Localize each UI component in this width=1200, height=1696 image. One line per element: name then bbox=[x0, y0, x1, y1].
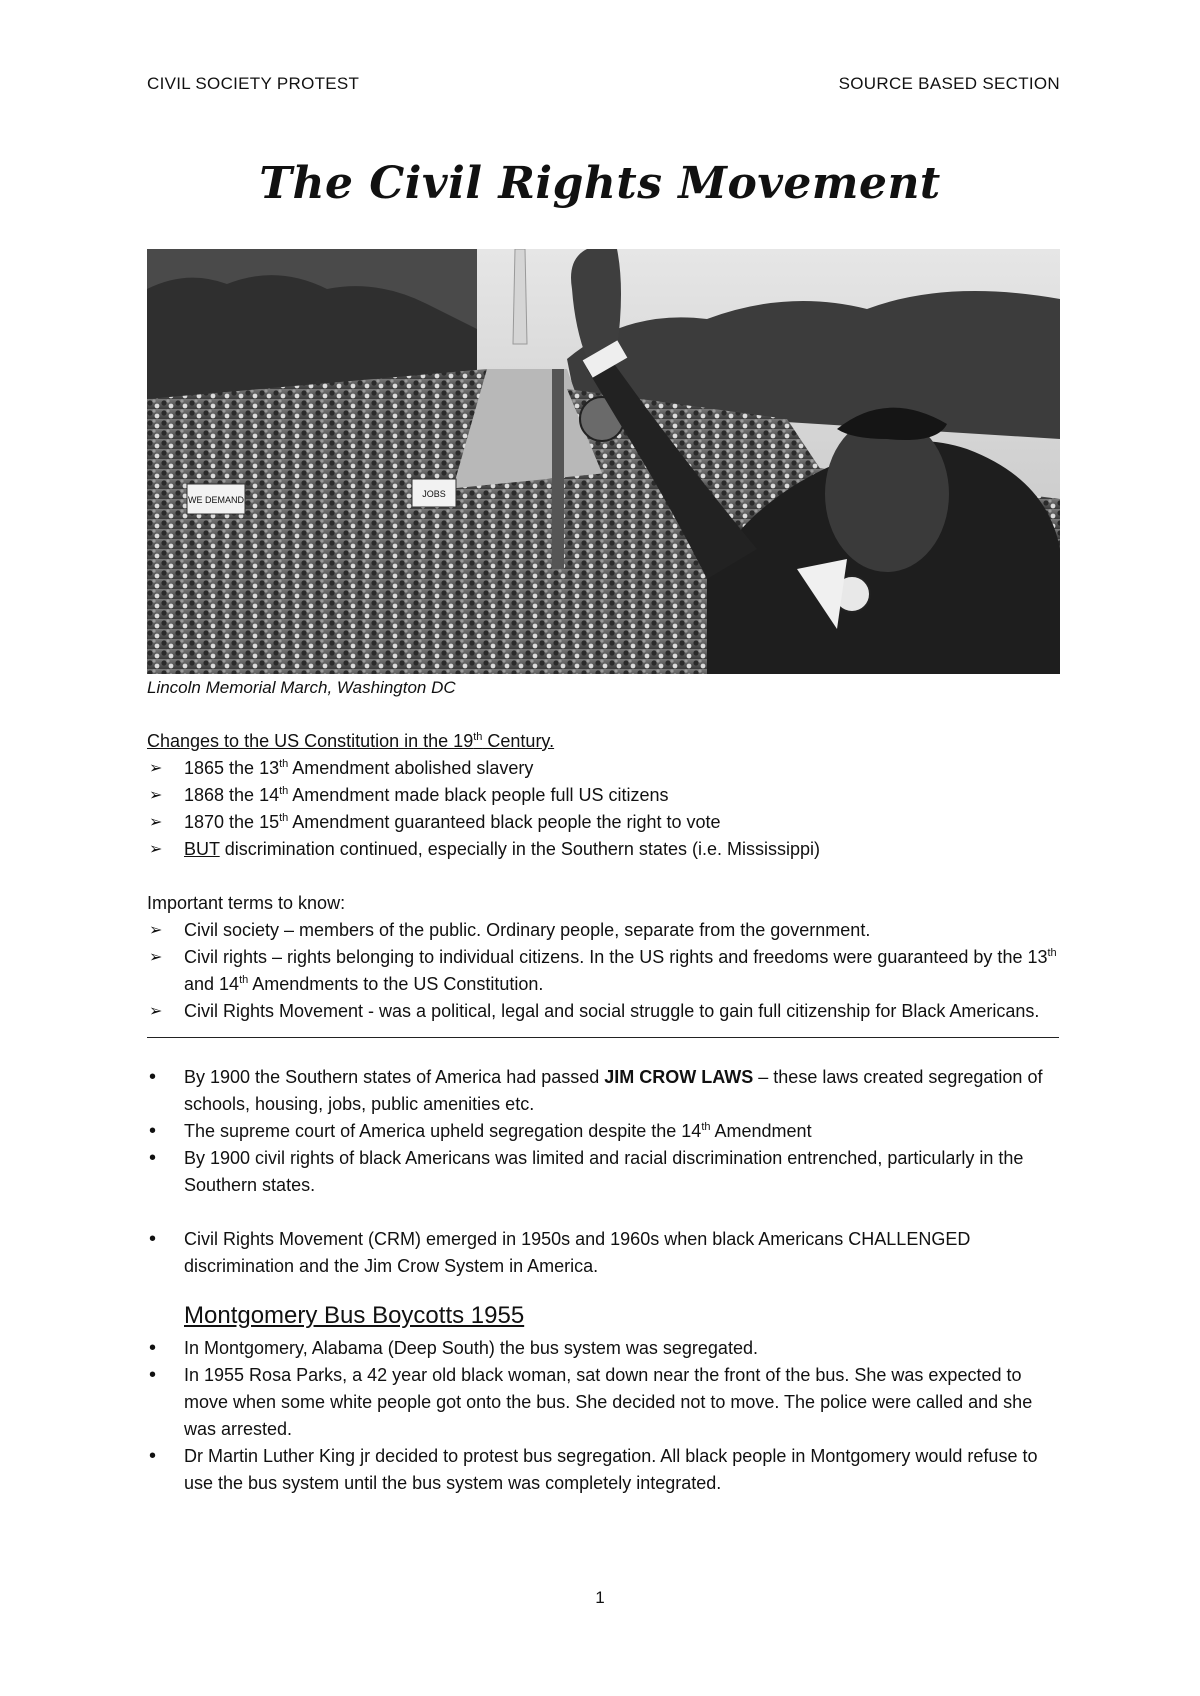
main-content bbox=[147, 728, 1060, 1497]
constitution-list bbox=[147, 755, 1060, 863]
background-list bbox=[147, 1064, 1060, 1199]
header-left: CIVIL SOCIETY PROTEST bbox=[147, 74, 360, 93]
protest-sign-left-text: WE DEMAND bbox=[188, 495, 244, 505]
protest-sign-right-text: JOBS bbox=[422, 489, 446, 499]
washington-monument bbox=[513, 249, 527, 344]
page-number: 1 bbox=[595, 1588, 605, 1607]
list-item: ➢ 1870 the 15th Amendment guaranteed black people the right to vote bbox=[147, 809, 1060, 836]
speaker-head bbox=[825, 416, 949, 572]
list-item: • By 1900 civil rights of black Americans was limited and racial discrimination entrenched, particularly in the Southern states. bbox=[147, 1145, 1060, 1199]
list-item: ➢ 1868 the 14th Amendment made black people full US citizens bbox=[147, 782, 1060, 809]
list-item: ➢ BUT discrimination continued, especially in the Southern states (i.e. Mississippi) bbox=[147, 836, 1060, 863]
constitution-heading: Changes to the US Constitution in the 19th Century. bbox=[147, 731, 555, 751]
montgomery-heading: Montgomery Bus Boycotts 1955 bbox=[184, 1302, 525, 1329]
list-item: • In 1955 Rosa Parks, a 42 year old black woman, sat down near the front of the bus. She was expected to move when some white people got onto the bus. She decided not to move. The police were called and she was arrested. bbox=[147, 1362, 1060, 1443]
list-item: • Dr Martin Luther King jr decided to protest bus segregation. All black people in Montgomery would refuse to use the bus system until the bus system was completely integrated. bbox=[147, 1443, 1060, 1497]
list-item: • By 1900 the Southern states of America had passed JIM CROW LAWS – these laws created segregation of schools, housing, jobs, public amenities etc. bbox=[147, 1064, 1060, 1118]
terms-list bbox=[147, 917, 1060, 1025]
crm-list bbox=[147, 1226, 1060, 1280]
list-item: ➢ Civil Rights Movement - was a political, legal and social struggle to gain full citizenship for Black Americans. bbox=[147, 998, 1060, 1025]
terms-heading: Important terms to know: bbox=[147, 893, 346, 913]
header-right: SOURCE BASED SECTION bbox=[838, 74, 1060, 93]
list-item: • The supreme court of America upheld segregation despite the 14th Amendment bbox=[147, 1118, 1060, 1145]
list-item: ➢ Civil rights – rights belonging to individual citizens. In the US rights and freedoms were guaranteed by the 13th and 14th Amendments to the US Constitution. bbox=[147, 944, 1060, 998]
list-item: ➢ Civil society – members of the public. Ordinary people, separate from the government. bbox=[147, 917, 1060, 944]
list-item: • In Montgomery, Alabama (Deep South) the bus system was segregated. bbox=[147, 1335, 1060, 1362]
page-title: The Civil Rights Movement bbox=[259, 158, 941, 209]
montgomery-list bbox=[147, 1335, 1060, 1497]
march-photo bbox=[147, 249, 1060, 674]
list-item: • Civil Rights Movement (CRM) emerged in 1950s and 1960s when black Americans CHALLENGED discrimination and the Jim Crow System in America. bbox=[147, 1226, 1060, 1280]
list-item: ➢ 1865 the 13th Amendment abolished slavery bbox=[147, 755, 1060, 782]
lamp-pole bbox=[552, 369, 564, 569]
horizontal-divider bbox=[147, 1037, 1059, 1038]
photo-caption: Lincoln Memorial March, Washington DC bbox=[147, 678, 456, 697]
